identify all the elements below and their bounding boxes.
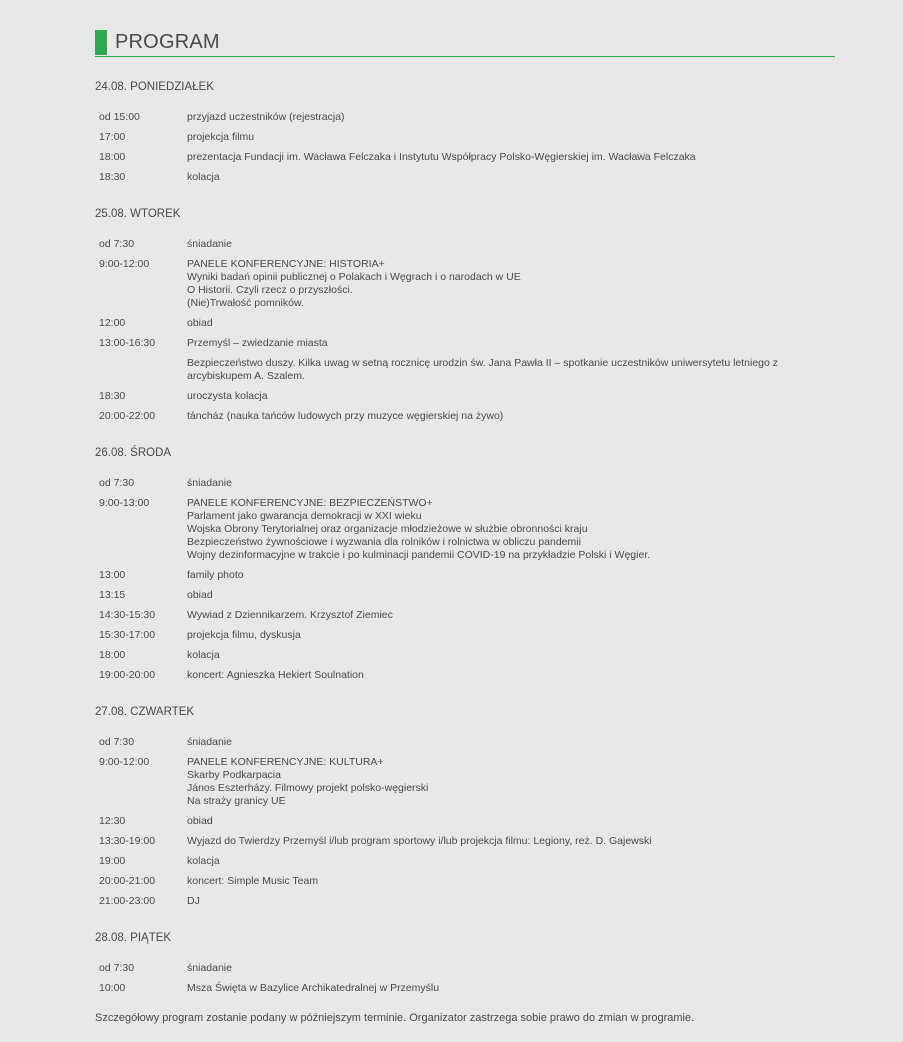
- description-line: Parlament jako gwarancja demokracji w XXI wieku: [187, 510, 422, 522]
- schedule-time: 19:00: [99, 855, 126, 867]
- schedule-row: [95, 649, 835, 662]
- description-line: Na straży granicy UE: [187, 795, 286, 807]
- schedule-time: 19:00-20:00: [99, 669, 156, 681]
- schedule-time: 20:00-22:00: [99, 410, 156, 422]
- schedule-row: [95, 835, 835, 848]
- section-header: [95, 0, 835, 57]
- schedule-time: 13:00: [99, 569, 126, 581]
- description-line: Bezpieczeństwo duszy. Kilka uwag w setną rocznicę urodzin św. Jana Pawła II – spotkanie uczestników uniwersytetu letniego z: [187, 357, 779, 369]
- day-block: [95, 206, 835, 423]
- description-line: arcybiskupem A. Szalem.: [187, 370, 305, 382]
- schedule-time: od 7:30: [99, 962, 135, 974]
- schedule-description: [187, 171, 835, 184]
- schedule-time: 13:00-16:30: [99, 337, 156, 349]
- description-line: Skarby Podkarpacia: [187, 769, 281, 781]
- schedule-description: [187, 477, 835, 490]
- description-line: projekcja filmu, dyskusja: [187, 629, 301, 641]
- schedule-row: [95, 410, 835, 423]
- schedule-time: 18:30: [99, 171, 126, 183]
- schedule-description: [187, 609, 835, 622]
- schedule-row: [95, 151, 835, 164]
- schedule-description: [187, 756, 835, 808]
- description-line: Bezpieczeństwo żywnościowe i wyzwania dla rolników i rolnictwa w obliczu pandemii: [187, 536, 581, 548]
- schedule-row: [95, 390, 835, 403]
- schedule-time: od 15:00: [99, 111, 140, 123]
- schedule-description: [187, 317, 835, 330]
- description-line: Wyniki badań opinii publicznej o Polakach i Węgrach i o narodach w UE: [187, 271, 521, 283]
- description-line: koncert: Simple Music Team: [187, 875, 319, 887]
- schedule-description: [187, 962, 835, 975]
- description-line: DJ: [187, 895, 200, 907]
- schedule-time: od 7:30: [99, 736, 135, 748]
- schedule-time: 17:00: [99, 131, 126, 143]
- schedule-description: [187, 736, 835, 749]
- description-line: kolacja: [187, 171, 220, 183]
- description-line: PANELE KONFERENCYJNE: KULTURA+: [187, 756, 384, 768]
- schedule-time: 18:00: [99, 649, 126, 661]
- description-line: kolacja: [187, 649, 220, 661]
- description-line: przyjazd uczestników (rejestracja): [187, 111, 345, 123]
- schedule-row: [95, 629, 835, 642]
- description-line: uroczysta kolacja: [187, 390, 268, 402]
- schedule-row: [95, 111, 835, 124]
- schedule-time: 9:00-12:00: [99, 756, 150, 768]
- description-line: śniadanie: [187, 736, 232, 748]
- schedule-row: [95, 962, 835, 975]
- description-line: Wyjazd do Twierdzy Przemyśl i/lub program sportowy i/lub projekcja filmu: Legiony, reż. D. Gajewski: [187, 835, 652, 847]
- schedule-row: [95, 756, 835, 808]
- schedule-row: [95, 669, 835, 682]
- day-block: [95, 704, 835, 908]
- day-heading: 28.08. PIĄTEK: [95, 932, 172, 944]
- description-line: projekcja filmu: [187, 131, 255, 143]
- description-line: family photo: [187, 569, 244, 581]
- schedule-time: [95, 357, 187, 383]
- schedule-time: 12:30: [99, 815, 126, 827]
- schedule-row: [95, 131, 835, 144]
- description-line: táncház (nauka tańców ludowych przy muzyce węgierskiej na żywo): [187, 410, 504, 422]
- schedule-description: [187, 357, 835, 383]
- schedule-row: [95, 609, 835, 622]
- day-block: [95, 930, 835, 995]
- day-block: [95, 445, 835, 682]
- description-line: Wojska Obrony Terytorialnej oraz organizacje młodzieżowe w służbie obronności kraju: [187, 523, 588, 535]
- description-line: PANELE KONFERENCYJNE: BEZPIECZEŃSTWO+: [187, 497, 433, 509]
- schedule-description: [187, 835, 835, 848]
- schedule-row: [95, 589, 835, 602]
- description-line: Wojny dezinformacyjne w trakcie i po kulminacji pandemii COVID-19 na przykładzie Polski i Węgier.: [187, 549, 651, 561]
- schedule-description: [187, 669, 835, 682]
- description-line: O Historii. Czyli rzecz o przyszłości.: [187, 284, 353, 296]
- schedule-description: [187, 895, 835, 908]
- schedule-time: 18:00: [99, 151, 126, 163]
- description-line: kolacja: [187, 855, 220, 867]
- schedule-description: [187, 589, 835, 602]
- schedule-time: 10:00: [99, 982, 126, 994]
- description-line: Przemyśl – zwiedzanie miasta: [187, 337, 328, 349]
- description-line: Wywiad z Dziennikarzem. Krzysztof Ziemiec: [187, 609, 393, 621]
- schedule-row: [95, 736, 835, 749]
- schedule-description: [187, 111, 835, 124]
- schedule-time: 9:00-13:00: [99, 497, 150, 509]
- description-line: śniadanie: [187, 477, 232, 489]
- schedule-row: [95, 815, 835, 828]
- program-section: [95, 0, 835, 1025]
- header-accent-bar: [95, 30, 107, 55]
- schedule-time: 14:30-15:30: [99, 609, 156, 621]
- schedule-row: [95, 317, 835, 330]
- description-line: PANELE KONFERENCYJNE: HISTORIA+: [187, 258, 385, 270]
- schedule: [95, 79, 835, 995]
- schedule-time: 9:00-12:00: [99, 258, 150, 270]
- description-line: koncert: Agnieszka Hekiert Soulnation: [187, 669, 364, 681]
- schedule-description: [187, 410, 835, 423]
- schedule-row: [95, 875, 835, 888]
- description-line: śniadanie: [187, 962, 232, 974]
- schedule-row: [95, 477, 835, 490]
- schedule-description: [187, 131, 835, 144]
- schedule-description: [187, 875, 835, 888]
- description-line: obiad: [187, 317, 213, 329]
- day-heading: 24.08. PONIEDZIAŁEK: [95, 81, 214, 93]
- schedule-time: 13:30-19:00: [99, 835, 156, 847]
- schedule-description: [187, 390, 835, 403]
- description-line: śniadanie: [187, 238, 232, 250]
- schedule-time: 18:30: [99, 390, 126, 402]
- day-block: [95, 79, 835, 184]
- program-note: Szczegółowy program zostanie podany w późniejszym terminie. Organizator zastrzega sobie prawo do zmian w programie.: [95, 1012, 695, 1024]
- schedule-description: [187, 258, 835, 310]
- schedule-row: [95, 569, 835, 582]
- schedule-row: [95, 337, 835, 350]
- schedule-row: [95, 497, 835, 562]
- schedule-row: [95, 357, 835, 383]
- day-heading: 27.08. CZWARTEK: [95, 706, 195, 718]
- schedule-description: [187, 238, 835, 251]
- day-heading: 25.08. WTOREK: [95, 208, 181, 220]
- schedule-description: [187, 982, 835, 995]
- schedule-description: [187, 151, 835, 164]
- schedule-row: [95, 855, 835, 868]
- schedule-row: [95, 982, 835, 995]
- schedule-time: 13:15: [99, 589, 126, 601]
- schedule-row: [95, 171, 835, 184]
- schedule-time: od 7:30: [99, 238, 135, 250]
- description-line: Msza Święta w Bazylice Archikatedralnej w Przemyślu: [187, 982, 440, 994]
- schedule-description: [187, 629, 835, 642]
- description-line: obiad: [187, 589, 213, 601]
- schedule-row: [95, 258, 835, 310]
- schedule-row: [95, 895, 835, 908]
- schedule-time: od 7:30: [99, 477, 135, 489]
- schedule-description: [187, 855, 835, 868]
- day-heading: 26.08. ŚRODA: [95, 447, 172, 459]
- schedule-time: 20:00-21:00: [99, 875, 156, 887]
- description-line: prezentacja Fundacji im. Wacława Felczaka i Instytutu Współpracy Polsko-Węgierskiej im. Wacława Felczaka: [187, 151, 696, 163]
- description-line: obiad: [187, 815, 213, 827]
- schedule-description: [187, 337, 835, 350]
- description-line: (Nie)Trwałość pomników.: [187, 297, 304, 309]
- schedule-description: [187, 649, 835, 662]
- page-title: PROGRAM: [115, 31, 220, 53]
- schedule-description: [187, 815, 835, 828]
- schedule-time: 12:00: [99, 317, 126, 329]
- schedule-time: 15:30-17:00: [99, 629, 156, 641]
- schedule-description: [187, 497, 835, 562]
- schedule-description: [187, 569, 835, 582]
- schedule-row: [95, 238, 835, 251]
- schedule-time: 21:00-23:00: [99, 895, 156, 907]
- description-line: János Eszterházy. Filmowy projekt polsko-węgierski: [187, 782, 429, 794]
